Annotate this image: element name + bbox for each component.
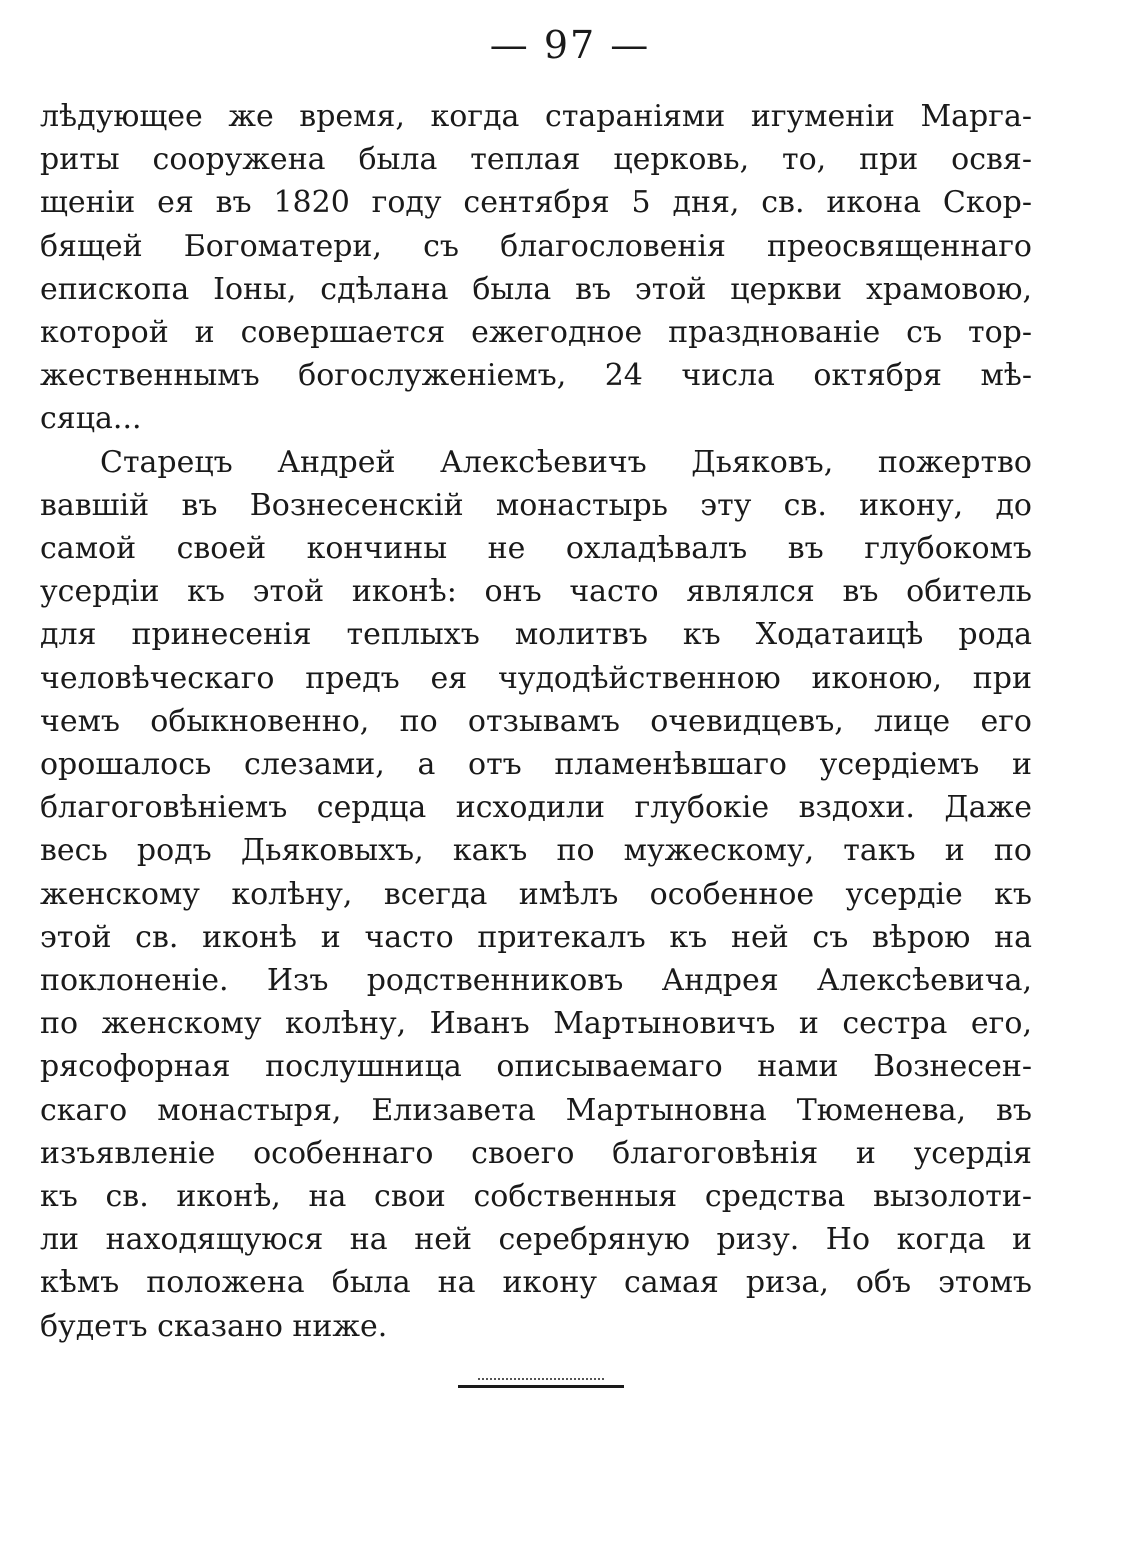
text-line: этой св. иконѣ и часто притекалъ къ ней съ вѣрою на <box>40 919 1032 955</box>
paragraph-2 <box>40 441 1032 1348</box>
text-line: усердіи къ этой иконѣ: онъ часто являлся въ обитель <box>40 574 1032 610</box>
text-line: женскому колѣну, всегда имѣлъ особенное усердіе къ <box>40 876 1032 912</box>
text-line: по женскому колѣну, Иванъ Мартыновичъ и сестра его, <box>40 1006 1032 1042</box>
text-line: изъявленіе особеннаго своего благоговѣнія и усердія <box>40 1135 1032 1171</box>
text-line: риты сооружена была теплая церковь, то, при освя- <box>40 142 1032 178</box>
text-line: вавшій въ Вознесенскій монастырь эту св. икону, до <box>40 487 1032 523</box>
text-line: бящей Богоматери, съ благословенія преосвященнаго <box>40 228 1032 264</box>
text-line: благоговѣніемъ сердца исходили глубокіе вздохи. Даже <box>40 790 1032 826</box>
text-line: скаго монастыря, Елизавета Мартыновна Тюменева, въ <box>40 1092 1032 1128</box>
text-line: которой и совершается ежегодное празднованіе съ тор- <box>40 315 1032 351</box>
page-number: — 97 — <box>489 23 651 67</box>
text-line: кѣмъ положена была на икону самая риза, объ этомъ <box>40 1265 1032 1301</box>
text-line: Старецъ Андрей Алексѣевичъ Дьяковъ, пожертво <box>100 444 1032 480</box>
text-line: ли находящуюся на ней серебряную ризу. Но когда и <box>40 1222 1032 1258</box>
paragraph-1 <box>40 95 1032 441</box>
text-line: щеніи ея въ 1820 году сентября 5 дня, св. икона Скор- <box>40 185 1032 221</box>
text-line: епископа Іоны, сдѣлана была въ этой церкви храмовою, <box>40 271 1032 307</box>
text-line: лѣдующее же время, когда стараніями игуменіи Марга- <box>40 99 1032 134</box>
text-line: будетъ сказано ниже. <box>40 1308 388 1344</box>
text-line: поклоненіе. Изъ родственниковъ Андрея Алексѣевича, <box>40 963 1032 999</box>
body-text <box>40 95 1032 1348</box>
text-line: къ св. иконѣ, на свои собственныя средства вызолоти- <box>40 1179 1032 1215</box>
text-line: рясофорная послушница описываемаго нами Вознесен- <box>40 1049 1032 1085</box>
text-line: орошалось слезами, а отъ пламенѣвшаго усердіемъ и <box>40 747 1032 783</box>
text-line: самой своей кончины не охладѣвалъ въ глубокомъ <box>40 531 1032 567</box>
text-line: сяца... <box>40 401 142 437</box>
text-line: жественнымъ богослуженіемъ, 24 числа октября мѣ- <box>40 358 1032 394</box>
text-line: чемъ обыкновенно, по отзывамъ очевидцевъ, лице его <box>40 703 1032 739</box>
end-ornament-rule <box>458 1378 624 1396</box>
text-line: весь родъ Дьяковыхъ, какъ по мужескому, такъ и по <box>40 833 1032 869</box>
ornament-line <box>458 1385 624 1388</box>
text-line: для принесенія теплыхъ молитвъ къ Ходатаицѣ рода <box>40 617 1032 653</box>
text-line: человѣческаго предъ ея чудодѣйственною иконою, при <box>40 660 1032 696</box>
